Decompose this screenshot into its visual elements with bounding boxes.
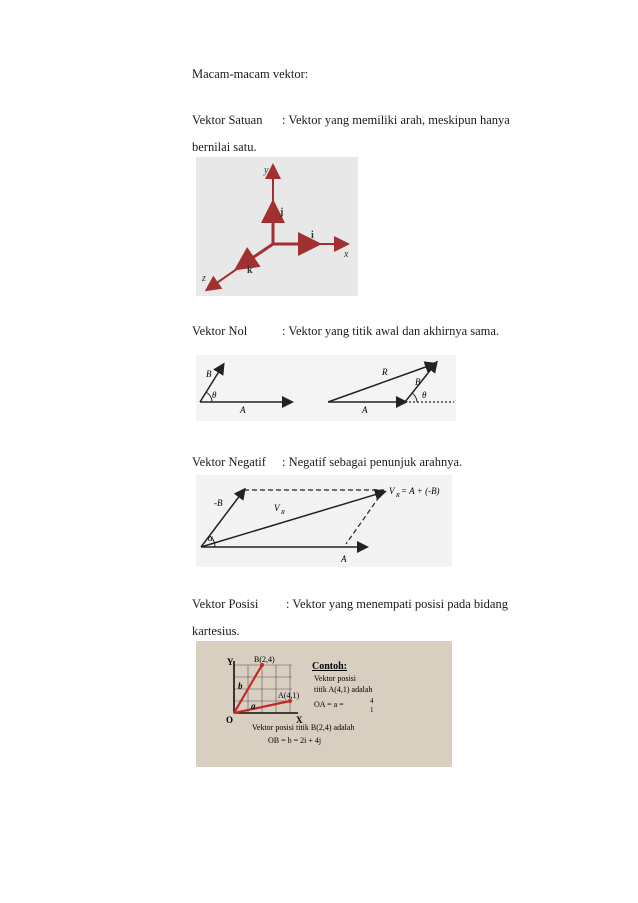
label-b: b: [238, 681, 243, 691]
label-j: j: [280, 207, 284, 218]
figure-unit-vectors: [196, 157, 358, 296]
term-vektor-nol: Vektor Nol: [192, 324, 248, 338]
continuation-vektor-satuan: bernilai satu.: [192, 140, 257, 154]
label-B-right: B: [415, 377, 421, 387]
label-R: R: [382, 367, 388, 377]
contoh-line2: titik A(4,1) adalah: [314, 685, 373, 694]
axis-O: O: [226, 715, 234, 725]
label-A-left: A: [240, 405, 246, 415]
term-vektor-satuan: Vektor Satuan: [192, 113, 263, 127]
figure-position-vector: [196, 641, 452, 767]
figure-zero-vector: [196, 355, 456, 421]
figure-negative-vector: [196, 475, 452, 567]
label-A-right: A: [362, 405, 368, 415]
contoh-title: Contoh:: [312, 661, 348, 672]
label-x: x: [344, 249, 349, 260]
label-VR-eq: = A + (-B): [401, 486, 440, 496]
label-VR-eq-sub: R: [396, 493, 400, 499]
label-i: i: [311, 230, 314, 241]
page-heading: Macam-macam vektor:: [192, 67, 309, 81]
label-B24: B(2,4): [254, 655, 275, 664]
label-k: k: [247, 265, 253, 276]
label-y: y: [264, 165, 269, 176]
definition-vektor-posisi: : Vektor yang menempati posisi pada bidang: [286, 597, 508, 611]
matrix-top: 4: [370, 697, 374, 705]
contoh-ob: OB = b = 2i + 4j: [268, 736, 322, 745]
definition-vektor-satuan: : Vektor yang memiliki arah, meskipun hanya: [282, 113, 510, 127]
axis-X: X: [296, 715, 303, 725]
contoh-line1: Vektor posisi: [314, 674, 356, 683]
label-A-neg: A: [341, 554, 347, 564]
matrix-bottom: 1: [370, 706, 374, 714]
label-VR-eq-v: V: [389, 486, 395, 496]
axis-Y: Y: [227, 657, 234, 667]
definition-vektor-negatif: : Negatif sebagai penunjuk arahnya.: [282, 455, 463, 469]
label-a: a: [251, 701, 256, 711]
contoh-line3: Vektor posisi titik B(2,4) adalah: [252, 723, 355, 732]
term-vektor-posisi: Vektor Posisi: [192, 597, 259, 611]
label-A41: A(4,1): [278, 691, 300, 700]
term-vektor-negatif: Vektor Negatif: [192, 455, 266, 469]
label-theta-right: θ: [422, 390, 427, 400]
continuation-vektor-posisi: kartesius.: [192, 624, 240, 638]
label-alpha: α: [208, 533, 213, 543]
label-VR-sub: R: [281, 510, 285, 516]
label-theta-left: θ: [212, 390, 217, 400]
definition-vektor-nol: : Vektor yang titik awal dan akhirnya sama.: [282, 324, 500, 338]
label-z: z: [202, 273, 206, 284]
label-VR: V: [274, 503, 280, 513]
label-B-left: B: [206, 369, 212, 379]
contoh-oa: OA = a =: [314, 700, 344, 709]
label-negB: -B: [214, 498, 223, 508]
